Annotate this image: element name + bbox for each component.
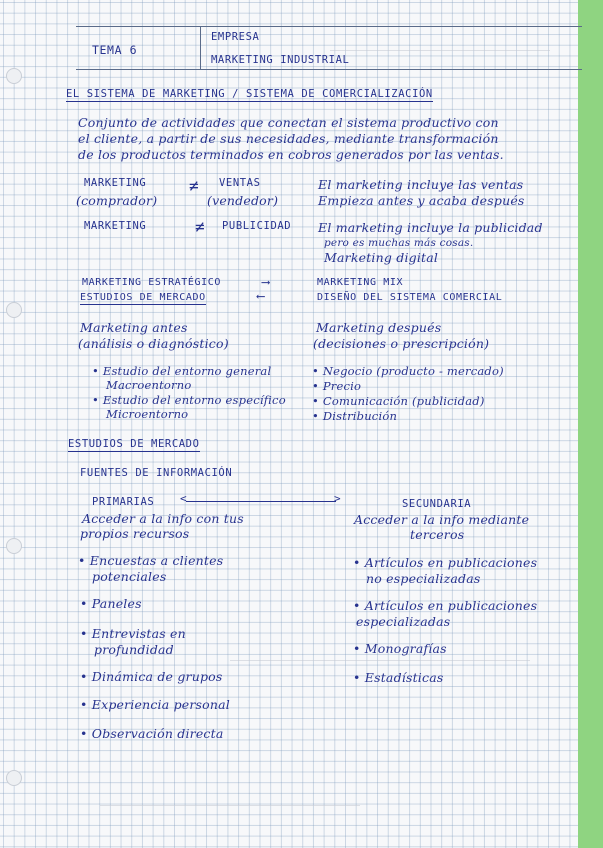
- strategic-description: Marketing antes: [80, 320, 188, 335]
- marketing-subtext: (comprador): [76, 193, 158, 208]
- ventas-term: VENTAS: [219, 177, 261, 189]
- strategic-description: (análisis o diagnóstico): [78, 336, 229, 351]
- primary-item: • Encuestas a clientes: [78, 553, 223, 568]
- comparison-note: El marketing incluye la publicidad: [318, 220, 543, 235]
- primary-description: Acceder a la info con tus: [82, 511, 244, 526]
- secondary-item: • Artículos en publicaciones: [353, 598, 537, 613]
- studies-title: ESTUDIOS DE MERCADO: [68, 438, 200, 450]
- marketing-term: MARKETING: [84, 177, 147, 189]
- comparison-note: pero es muchas más cosas.: [324, 237, 474, 249]
- primary-item: • Observación directa: [80, 726, 224, 741]
- primary-item: • Paneles: [80, 596, 142, 611]
- ventas-subtext: (vendedor): [207, 193, 279, 208]
- bleed-through-mark: [100, 805, 360, 814]
- definition-line: el cliente, a partir de sus necesidades, mediante transformación: [78, 131, 499, 146]
- strategic-item: Microentorno: [106, 407, 189, 421]
- not-equal-sign: ≠: [195, 217, 205, 236]
- publicidad-term: PUBLICIDAD: [222, 220, 292, 232]
- primary-description: propios recursos: [80, 526, 190, 541]
- mix-item: • Precio: [312, 379, 361, 393]
- mix-item: • Negocio (producto - mercado): [312, 364, 504, 378]
- primary-item: • Entrevistas en: [80, 626, 186, 641]
- right-arrowhead-icon: >: [334, 492, 341, 505]
- marketing-term: MARKETING: [84, 220, 147, 232]
- section-title: EL SISTEMA DE MARKETING / SISTEMA DE COMERCIALIZACIÓN: [66, 88, 433, 100]
- primary-item: potenciales: [92, 569, 167, 584]
- empresa-label: EMPRESA: [211, 31, 260, 43]
- comparison-note: El marketing incluye las ventas: [318, 177, 524, 192]
- strategic-item: Macroentorno: [106, 378, 192, 392]
- primary-item: • Dinámica de grupos: [80, 669, 223, 684]
- primary-label: PRIMARIAS: [92, 496, 155, 508]
- strategic-item: • Estudio del entorno específico: [92, 393, 286, 407]
- strategic-title: MARKETING ESTRATÉGICO: [82, 277, 222, 288]
- definition-line: Conjunto de actividades que conectan el sistema productivo con: [78, 115, 499, 130]
- tema-label: TEMA 6: [92, 43, 138, 57]
- mix-description: Marketing después: [316, 320, 442, 335]
- secondary-item: • Monografías: [353, 641, 447, 656]
- secondary-item: • Artículos en publicaciones: [353, 555, 537, 570]
- right-arrow-icon: ⟶: [262, 275, 270, 289]
- secondary-item: • Estadísticas: [353, 670, 443, 685]
- binder-hole: [6, 302, 22, 318]
- definition-line: de los productos terminados en cobros generados por las ventas.: [78, 147, 504, 162]
- double-arrow-line: [186, 501, 336, 502]
- subject-label: MARKETING INDUSTRIAL: [211, 54, 350, 66]
- strategic-item: • Estudio del entorno general: [92, 364, 271, 378]
- green-edge-strip: [578, 0, 603, 848]
- not-equal-sign: ≠: [189, 176, 199, 195]
- left-arrow-icon: ⟵: [257, 289, 265, 303]
- mix-description: (decisiones o prescripción): [313, 336, 490, 351]
- strategic-subtitle: ESTUDIOS DE MERCADO: [80, 292, 206, 303]
- mix-item: • Comunicación (publicidad): [312, 394, 485, 408]
- binder-hole: [6, 770, 22, 786]
- mix-subtitle: DISEÑO DEL SISTEMA COMERCIAL: [317, 292, 503, 303]
- bleed-through-mark: [230, 660, 530, 669]
- comparison-note: Empieza antes y acaba después: [318, 193, 525, 208]
- secondary-item: especializadas: [356, 614, 451, 629]
- comparison-note: Marketing digital: [324, 250, 439, 265]
- primary-item: profundidad: [94, 642, 174, 657]
- secondary-label: SECUNDARIA: [402, 498, 472, 510]
- secondary-item: no especializadas: [366, 571, 481, 586]
- left-arrowhead-icon: <: [180, 492, 187, 505]
- secondary-description: Acceder a la info mediante: [354, 512, 530, 527]
- binder-hole: [6, 68, 22, 84]
- binder-hole: [6, 538, 22, 554]
- mix-item: • Distribución: [312, 409, 397, 423]
- primary-item: • Experiencia personal: [80, 697, 230, 712]
- sources-title: FUENTES DE INFORMACIÓN: [80, 467, 233, 479]
- secondary-description: terceros: [410, 527, 465, 542]
- mix-title: MARKETING MIX: [317, 277, 404, 288]
